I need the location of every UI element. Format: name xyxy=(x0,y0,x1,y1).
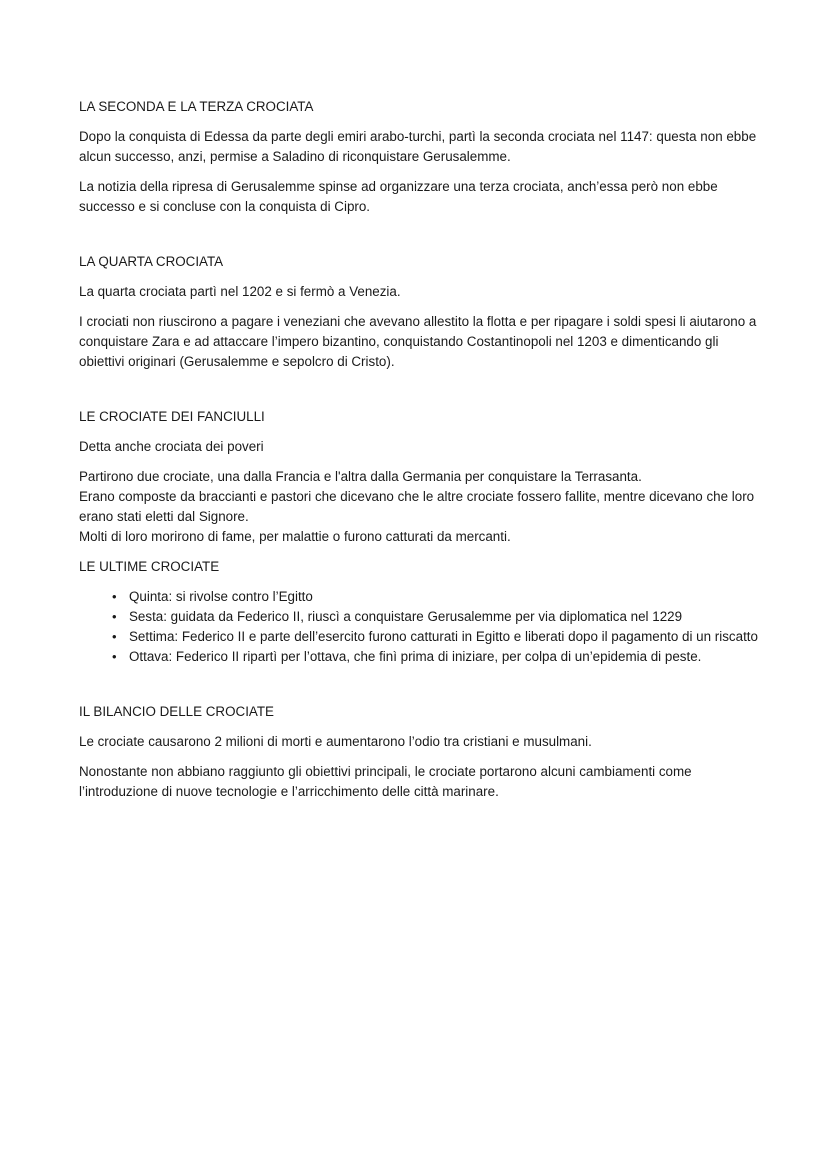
list-item xyxy=(79,607,759,627)
section-bilancio-crociate xyxy=(79,702,759,802)
section-heading: IL BILANCIO DELLE CROCIATE xyxy=(79,704,274,719)
list-item-text: Ottava: Federico II ripartì per l’ottava, che finì prima di iniziare, per colpa di un’epidemia di peste. xyxy=(129,649,702,664)
list-item-text: Quinta: si rivolse contro l’Egitto xyxy=(129,589,313,604)
paragraph: Detta anche crociata dei poveri xyxy=(79,439,264,454)
paragraph: La notizia della ripresa di Gerusalemme spinse ad organizzare una terza crociata, anch’essa però non ebbe successo e si concluse con la conquista di Cipro. xyxy=(79,179,718,214)
text-line: Molti di loro morirono di fame, per malattie o furono catturati da mercanti. xyxy=(79,529,511,544)
section-heading: LA QUARTA CROCIATA xyxy=(79,254,224,269)
paragraph: La quarta crociata partì nel 1202 e si fermò a Venezia. xyxy=(79,284,401,299)
section-seconda-terza-crociata xyxy=(79,97,759,217)
text-line: Erano composte da braccianti e pastori che dicevano che le altre crociate fossero fallite, mentre dicevano che loro erano stati eletti dal Signore. xyxy=(79,489,755,524)
paragraph: Dopo la conquista di Edessa da parte degli emiri arabo-turchi, partì la seconda crociata nel 1147: questa non ebbe alcun successo, anzi, permise a Saladino di riconquistare Gerusalemme. xyxy=(79,129,757,164)
bullet-icon: • xyxy=(112,649,117,664)
paragraph-lines xyxy=(79,467,759,547)
paragraph: I crociati non riuscirono a pagare i veneziani che avevano allestito la flotta e per ripagare i soldi spesi li aiutarono a conquistare Zara e ad attaccare l’impero bizantino, conquistando Costantinopoli nel 1203 e dimenticando gli obiettivi originari (Gerusalemme e sepolcro di Cristo). xyxy=(79,314,757,369)
section-ultime-crociate xyxy=(79,557,759,667)
bullet-icon: • xyxy=(112,629,117,644)
text-line: Partirono due crociate, una dalla Francia e l'altra dalla Germania per conquistare la Terrasanta. xyxy=(79,469,642,484)
bullet-icon: • xyxy=(112,609,117,624)
section-heading: LE CROCIATE DEI FANCIULLI xyxy=(79,409,265,424)
bullet-list xyxy=(79,587,759,667)
list-item xyxy=(79,647,759,667)
list-item xyxy=(79,627,759,647)
section-heading: LA SECONDA E LA TERZA CROCIATA xyxy=(79,99,314,114)
paragraph: Le crociate causarono 2 milioni di morti e aumentarono l’odio tra cristiani e musulmani. xyxy=(79,734,592,749)
document-page xyxy=(79,97,759,812)
section-crociate-fanciulli xyxy=(79,407,759,547)
list-item-text: Settima: Federico II e parte dell’esercito furono catturati in Egitto e liberati dopo il pagamento di un riscatto xyxy=(129,629,758,644)
section-quarta-crociata xyxy=(79,252,759,372)
list-item-text: Sesta: guidata da Federico II, riuscì a conquistare Gerusalemme per via diplomatica nel 1229 xyxy=(129,609,683,624)
bullet-icon: • xyxy=(112,589,117,604)
list-item xyxy=(79,587,759,607)
section-heading: LE ULTIME CROCIATE xyxy=(79,559,220,574)
paragraph: Nonostante non abbiano raggiunto gli obiettivi principali, le crociate portarono alcuni cambiamenti come l’introduzione di nuove tecnologie e l’arricchimento delle città marinare. xyxy=(79,764,692,799)
